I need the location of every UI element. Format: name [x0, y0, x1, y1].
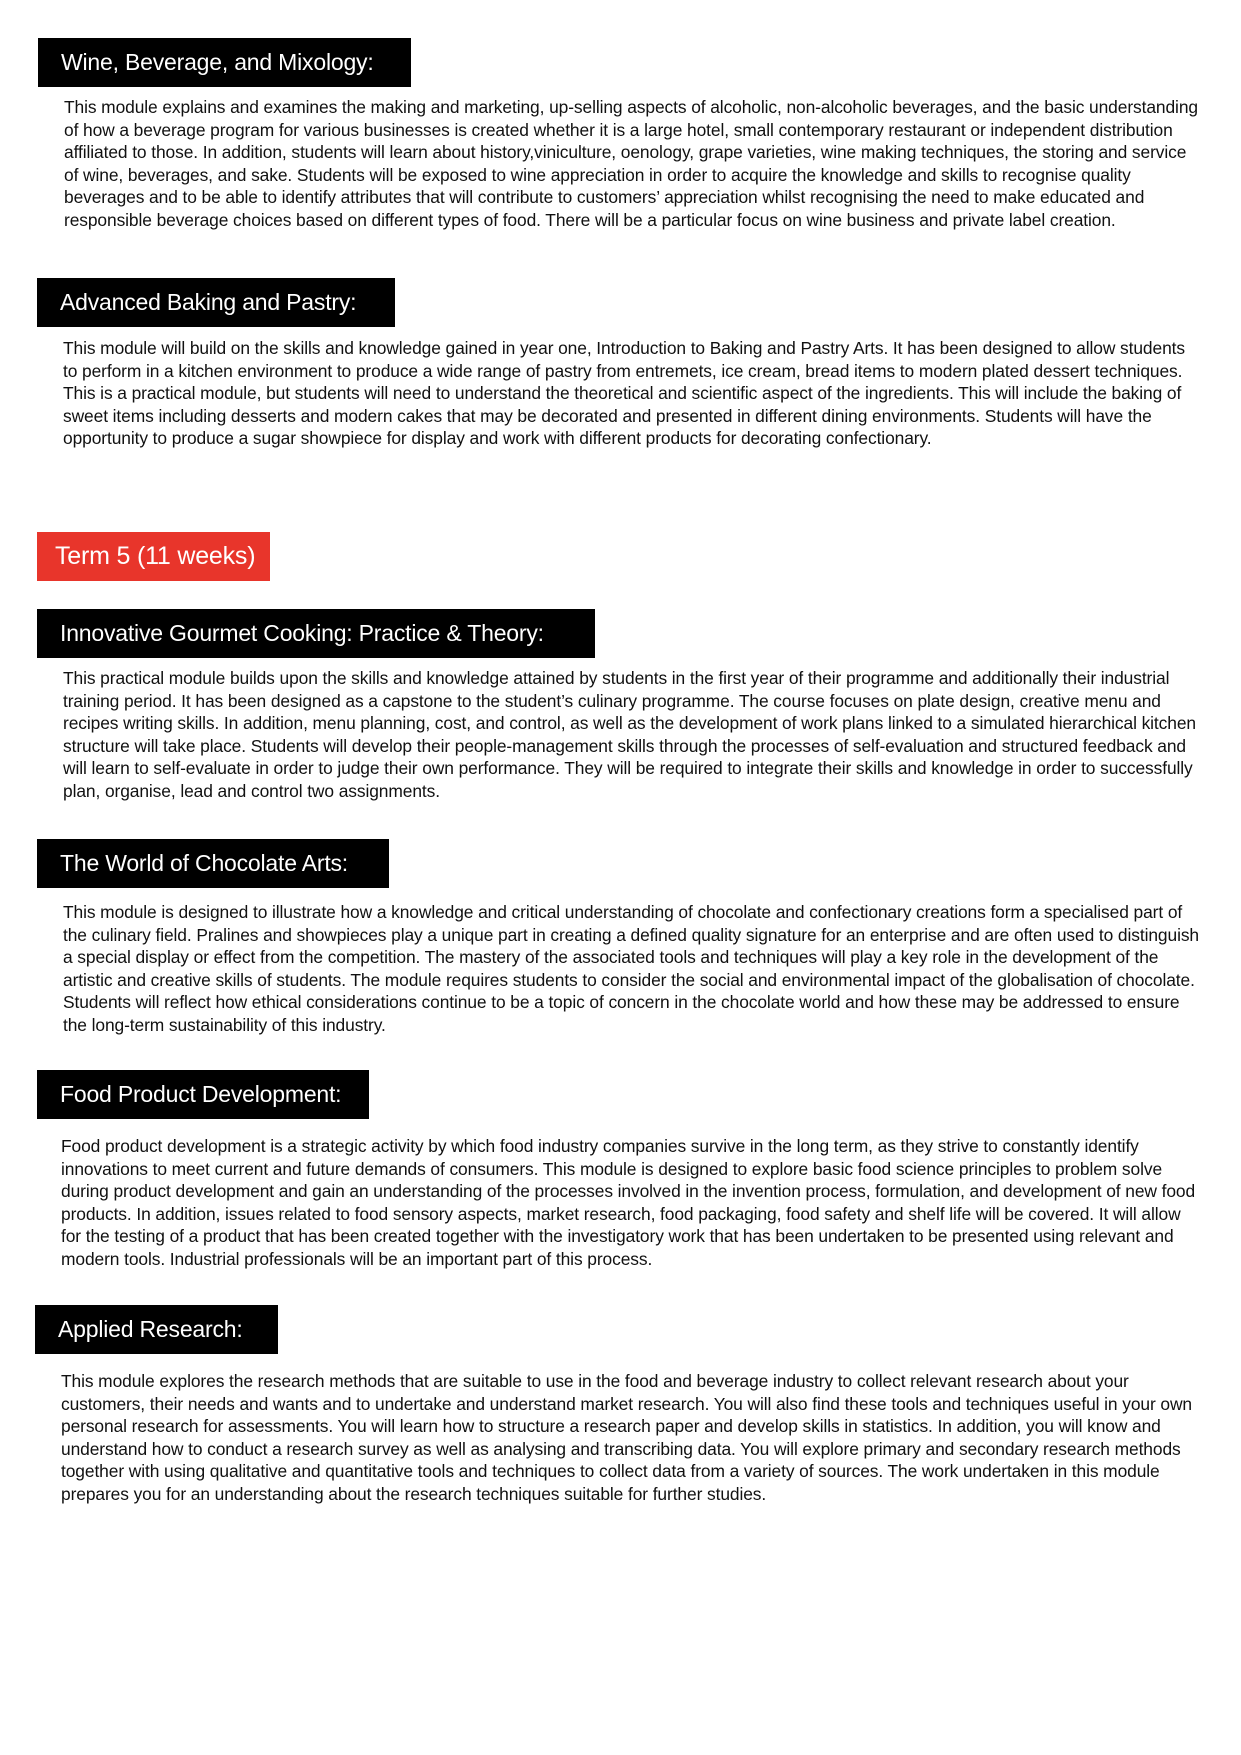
baking-module-description: This module will build on the skills and knowledge gained in year one, Introduction to Baking and Pastry Arts. It has been designed to allow students to perform in a kitchen environment to produce a wide range of pastry from entremets, ice cream, bread items to modern plated dessert techniques. This is a practical module, but students will need to understand the theoretical and scientific aspect of the ingredients. This will include the baking of sweet items including desserts and modern cakes that may be decorated and presented in different dining environments. Students will have the opportunity to produce a sugar showpiece for display and work with different products for decorating confectionary. [63, 338, 1185, 448]
food-product-module-description: Food product development is a strategic activity by which food industry companies survive in the long term, as they strive to constantly identify innovations to meet current and future demands of consumers. This module is designed to explore basic food science principles to problem solve during product development and gain an understanding of the processes involved in the invention process, formulation, and development of new food products. In addition, issues related to food sensory aspects, market research, food packaging, food safety and shelf life will be covered. It will allow for the testing of a product that has been created together with the investigatory work that has been undertaken to be presented using relevant and modern tools. Industrial professionals will be an important part of this process. [61, 1136, 1196, 1269]
chocolate-module-heading: The World of Chocolate Arts: [37, 839, 389, 888]
gourmet-module-heading: Innovative Gourmet Cooking: Practice & Theory: [37, 609, 595, 658]
wine-module-heading: Wine, Beverage, and Mixology: [38, 38, 411, 87]
chocolate-module-description: This module is designed to illustrate how a knowledge and critical understanding of chocolate and confectionary creations form a specialised part of the culinary field. Pralines and showpieces play a unique part in creating a defined quality signature for an enterprise and are often used to distinguish a special display or effect from the competition. The mastery of the associated tools and techniques will play a key role in the development of the artistic and creative skills of students. The module requires students to consider the social and environmental impact of the globalisation of chocolate. Students will reflect how ethical considerations continue to be a topic of concern in the chocolate world and how these may be addressed to ensure the long-term sustainability of this industry. [63, 902, 1200, 1035]
food-product-module-heading: Food Product Development: [37, 1070, 369, 1119]
gourmet-module-description: This practical module builds upon the skills and knowledge attained by students in the first year of their programme and additionally their industrial training period. It has been designed as a capstone to the student’s culinary programme. The course focuses on plate design, creative menu and recipes writing skills. In addition, menu planning, cost, and control, as well as the development of work plans linked to a simulated hierarchical kitchen structure will take place. Students will develop their people-management skills through the processes of self-evaluation and structured feedback and will learn to self-evaluate in order to judge their own performance. They will be required to integrate their skills and knowledge in order to successfully plan, organise, lead and control two assignments. [63, 668, 1196, 801]
term-5-label: Term 5 (11 weeks) [37, 532, 270, 581]
wine-module-description: This module explains and examines the making and marketing, up-selling aspects of alcoholic, non-alcoholic beverages, and the basic understanding of how a beverage program for various businesses is created whether it is a large hotel, small contemporary restaurant or independent distribution affiliated to those. In addition, students will learn about history,viniculture, oenology, grape varieties, wine making techniques, the storing and service of wine, beverages, and sake. Students will be exposed to wine appreciation in order to acquire the knowledge and skills to recognise quality beverages and to be able to identify attributes that will contribute to customers’ appreciation whilst recognising the need to make educated and responsible beverage choices based on different types of food. There will be a particular focus on wine business and private label creation. [64, 97, 1198, 230]
applied-research-module-description: This module explores the research methods that are suitable to use in the food and beverage industry to collect relevant research about your customers, their needs and wants and to undertake and understand market research. You will also find these tools and techniques useful in your own personal research for assessments. You will learn how to structure a research paper and develop skills in statistics. In addition, you will know and understand how to conduct a research survey as well as analysing and transcribing data. You will explore primary and secondary research methods together with using qualitative and quantitative tools and techniques to collect data from a variety of sources. The work undertaken in this module prepares you for an understanding about the research techniques suitable for further studies. [61, 1371, 1192, 1504]
baking-module-heading: Advanced Baking and Pastry: [37, 278, 395, 327]
applied-research-module-heading: Applied Research: [35, 1305, 278, 1354]
